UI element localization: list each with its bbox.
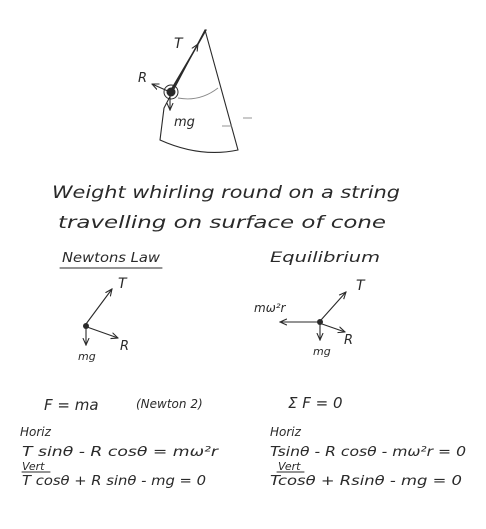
newton-label-r: R xyxy=(120,339,130,354)
cone-base-arc xyxy=(160,140,238,152)
cone-diagram xyxy=(138,30,252,152)
equilibrium-tension-arrow xyxy=(321,292,346,320)
cone-label-r: R xyxy=(138,71,148,86)
cone-label-mg: mg xyxy=(174,115,195,130)
newtons-law-section xyxy=(20,251,220,489)
newton-label-t: T xyxy=(118,276,127,292)
equilibrium-reaction-arrow xyxy=(322,324,345,332)
equilibrium-vert-eq: Tcosθ + Rsinθ - mg = 0 xyxy=(270,474,462,489)
equilibrium-horiz-eq: Tsinθ - R cosθ - mω²r = 0 xyxy=(270,445,466,460)
cone-circle-arc xyxy=(178,88,218,99)
newton-label-mg: mg xyxy=(78,350,96,363)
newtons-law-heading: Newtons Law xyxy=(62,251,161,266)
caption-line-2: travelling on surface of cone xyxy=(58,213,386,233)
equilibrium-label-r: R xyxy=(344,333,354,348)
newton-horiz-label: Horiz xyxy=(20,425,51,439)
equilibrium-label-centrifugal: mω²r xyxy=(254,301,286,315)
newton-reaction-arrow xyxy=(87,327,118,338)
equilibrium-section xyxy=(254,250,466,489)
equilibrium-heading: Equilibrium xyxy=(270,250,380,266)
cone-right-edge xyxy=(205,30,238,150)
newton-vert-eq: T cosθ + R sinθ - mg = 0 xyxy=(22,474,206,489)
equilibrium-label-t: T xyxy=(356,278,365,294)
caption xyxy=(52,183,400,233)
caption-line-1: Weight whirling round on a string xyxy=(52,183,401,203)
bob-icon xyxy=(167,88,176,97)
newton-note: (Newton 2) xyxy=(136,397,203,411)
equilibrium-horiz-label: Horiz xyxy=(270,425,301,439)
equilibrium-label-mg: mg xyxy=(313,345,331,358)
newton-horiz-eq: T sinθ - R cosθ = mω²r xyxy=(22,445,221,460)
newton-vert-label: Vert xyxy=(22,460,45,473)
cone-label-t: T xyxy=(174,36,183,52)
equilibrium-equation: Σ F = 0 xyxy=(288,394,343,412)
newton-equation: F = ma xyxy=(44,396,99,414)
newton-tension-arrow xyxy=(86,289,112,324)
equilibrium-vert-label: Vert xyxy=(278,460,301,473)
